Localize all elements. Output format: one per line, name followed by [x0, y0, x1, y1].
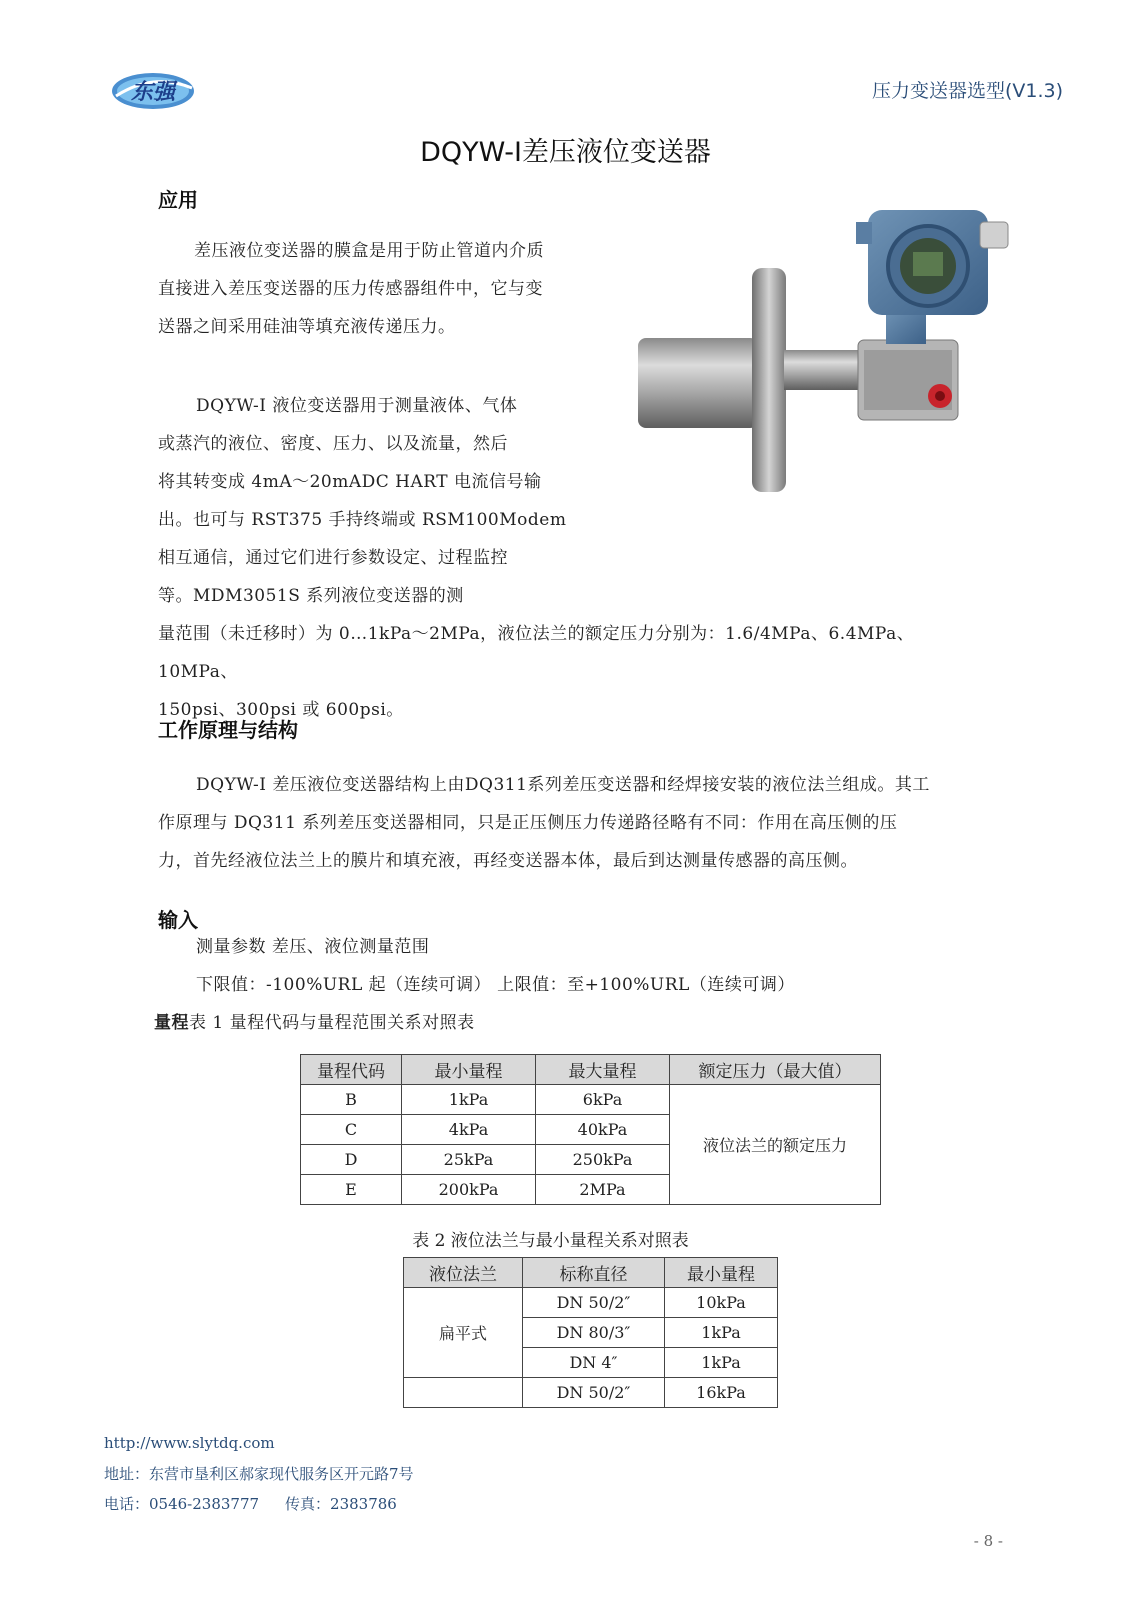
svg-text:东强: 东强: [130, 79, 176, 105]
paragraph-line: 力，首先经液位法兰上的膜片和填充液，再经变送器本体，最后到达测量传感器的高压侧。: [158, 851, 858, 871]
table-cell: DN 4″: [523, 1348, 665, 1378]
table-cell: 6kPa: [536, 1085, 670, 1115]
table-header: 最小量程: [402, 1055, 536, 1085]
footer-fax: 传真：2383786: [285, 1495, 397, 1513]
table-cell: C: [301, 1115, 402, 1145]
footer-address: 地址：东营市垦利区郝家现代服务区开元路7号: [104, 1465, 414, 1483]
principle-paragraph: [158, 766, 988, 880]
caption-text: 表 1 量程代码与量程范围关系对照表: [189, 1013, 475, 1033]
table-header: 最大量程: [536, 1055, 670, 1085]
footer-phone: 电话：0546-2383777: [104, 1495, 260, 1513]
table-cell: DN 50/2″: [523, 1288, 665, 1318]
paragraph-line: DQYW-I 差压液位变送器结构上由DQ311系列差压变送器和经焊接安装的液位法兰组成。其工: [196, 775, 930, 795]
table-cell: B: [301, 1085, 402, 1115]
flange-type-cell: 扁平式: [404, 1288, 523, 1378]
paragraph-line: 150psi、300psi 或 600psi。: [158, 700, 404, 720]
table-header: 最小量程: [665, 1258, 778, 1288]
table-row: [301, 1085, 881, 1115]
table-cell: [404, 1378, 523, 1408]
table1-caption: [154, 1004, 475, 1042]
table-header: 标称直径: [523, 1258, 665, 1288]
merged-rated-pressure-cell: 液位法兰的额定压力: [670, 1085, 881, 1205]
table-row: [404, 1378, 778, 1408]
table-cell: 250kPa: [536, 1145, 670, 1175]
paragraph-line: 将其转变成 4mA～20mADC HART 电流信号输: [158, 472, 542, 492]
page-number: - 8 -: [973, 1532, 1003, 1550]
heading-application: 应用: [158, 188, 198, 212]
footer-contact: [104, 1493, 397, 1514]
range-code-table: [300, 1054, 881, 1205]
table2-caption: 表 2 液位法兰与最小量程关系对照表: [412, 1231, 689, 1251]
table-cell: 200kPa: [402, 1175, 536, 1205]
table-header: 额定压力（最大值）: [670, 1055, 881, 1085]
paragraph-line: 等。MDM3051S 系列液位变送器的测: [158, 586, 464, 606]
heading-input: 输入: [158, 908, 198, 932]
paragraph-line: DQYW-I 液位变送器用于测量液体、气体: [196, 396, 518, 416]
caption-bold-prefix: 量程: [154, 1013, 189, 1033]
application-paragraph-1: 差压液位变送器的膜盒是用于防止管道内介质直接进入差压变送器的压力传感器组件中，它与变送器之间采用硅油等填充液传递压力。: [158, 241, 544, 337]
page-title: DQYW-I差压液位变送器: [420, 137, 711, 168]
table-cell: E: [301, 1175, 402, 1205]
table-cell: 10kPa: [665, 1288, 778, 1318]
paragraph-line: 作原理与 DQ311 系列差压变送器相同，只是正压侧压力传递路径略有不同：作用在高压侧的压: [158, 813, 898, 833]
paragraph-line: 或蒸汽的液位、密度、压力、以及流量，然后: [158, 434, 508, 454]
product-photo: [628, 200, 1018, 500]
table-header: 液位法兰: [404, 1258, 523, 1288]
table-row: [404, 1288, 778, 1318]
table-cell: 4kPa: [402, 1115, 536, 1145]
table-cell: D: [301, 1145, 402, 1175]
table-cell: 1kPa: [665, 1318, 778, 1348]
footer-url[interactable]: http://www.slytdq.com: [104, 1434, 275, 1452]
heading-working-principle: 工作原理与结构: [158, 718, 298, 742]
table-cell: 1kPa: [665, 1348, 778, 1378]
table-header: 量程代码: [301, 1055, 402, 1085]
paragraph-line: 量范围（未迁移时）为 0…1kPa～2MPa，液位法兰的额定压力分别为：1.6/4MPa、6.4MPa、10MPa、: [158, 624, 915, 682]
table-cell: 40kPa: [536, 1115, 670, 1145]
document-version-title: 压力变送器选型(V1.3): [871, 80, 1063, 102]
table-cell: DN 80/3″: [523, 1318, 665, 1348]
input-limits: 下限值：-100%URL 起（连续可调） 上限值：至+100%URL（连续可调）: [196, 975, 795, 995]
input-measure-params: 测量参数 差压、液位测量范围: [196, 937, 430, 957]
paragraph-line: 相互通信，通过它们进行参数设定、过程监控: [158, 548, 508, 568]
table-cell: 16kPa: [665, 1378, 778, 1408]
table-cell: 2MPa: [536, 1175, 670, 1205]
flange-min-range-table: [403, 1257, 778, 1408]
company-logo: [110, 70, 196, 112]
paragraph-line: 出。也可与 RST375 手持终端或 RSM100Modem: [158, 510, 567, 530]
table-cell: DN 50/2″: [523, 1378, 665, 1408]
table-cell: 1kPa: [402, 1085, 536, 1115]
table-cell: 25kPa: [402, 1145, 536, 1175]
